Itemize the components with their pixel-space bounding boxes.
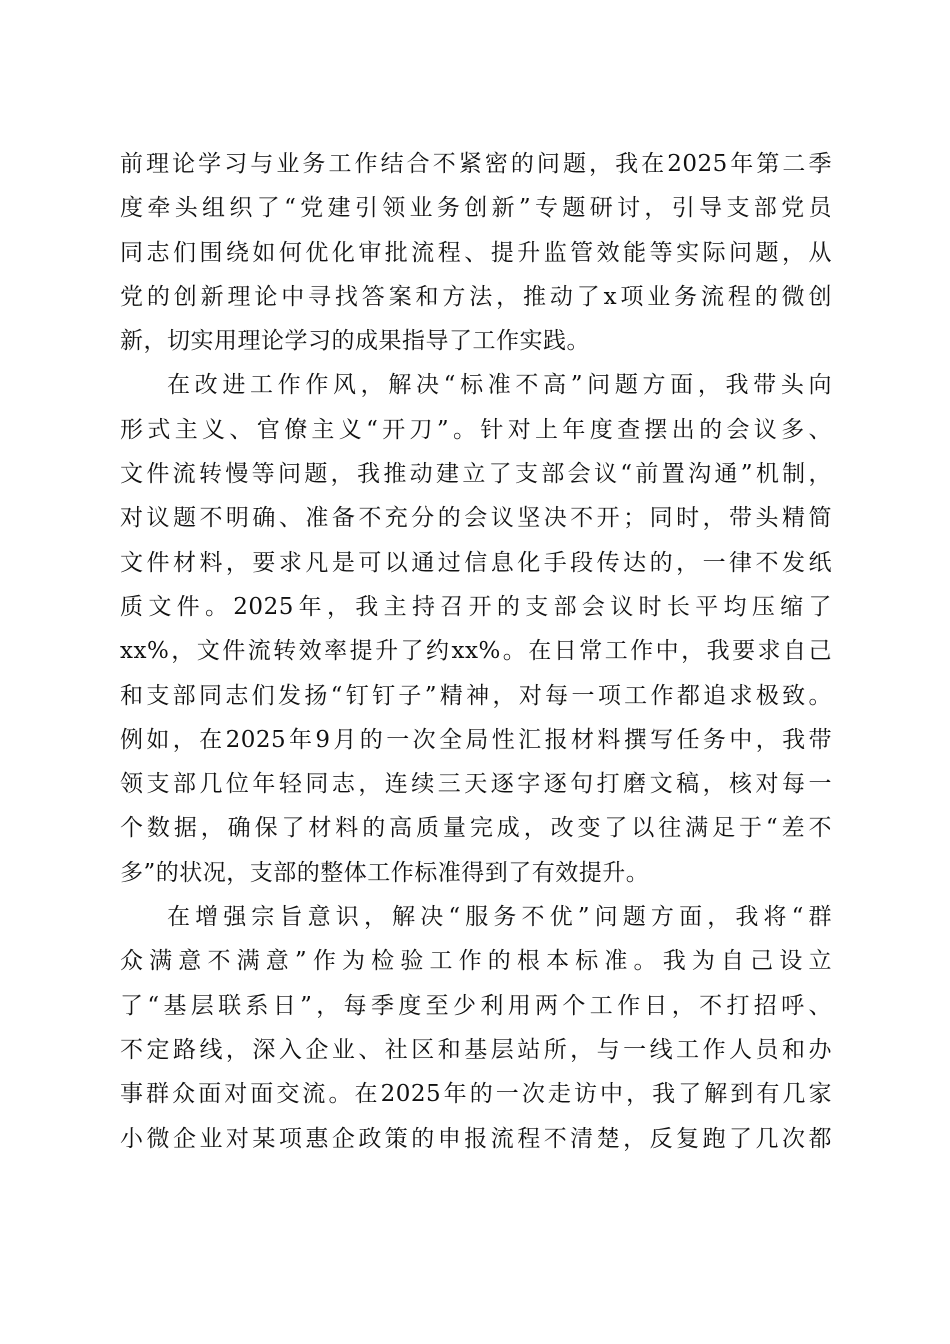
text-line: 个数据，确保了材料的高质量完成，改变了以往满足于“差不 xyxy=(120,815,832,842)
text-line: 形式主义、官僚主义“开刀”。针对上年度查摆出的会议多、 xyxy=(120,416,832,443)
text-line: 多”的状况，支部的整体工作标准得到了有效提升。 xyxy=(120,859,650,886)
text-line: 事群众面对面交流。在2025年的一次走访中，我了解到有几家 xyxy=(120,1081,832,1108)
text-line: 了“基层联系日”，每季度至少利用两个工作日，不打招呼、 xyxy=(120,992,832,1019)
text-line: 同志们围绕如何优化审批流程、提升监管效能等实际问题，从 xyxy=(120,239,832,266)
text-line: 质文件。2025年，我主持召开的支部会议时长平均压缩了 xyxy=(120,593,832,620)
text-line: 新，切实用理论学习的成果指导了工作实践。 xyxy=(120,328,590,355)
text-line: 和支部同志们发扬“钉钉子”精神，对每一项工作都追求极致。 xyxy=(120,682,832,709)
text-line: 党的创新理论中寻找答案和方法，推动了x项业务流程的微创 xyxy=(120,283,832,310)
text-line: 度牵头组织了“党建引领业务创新”专题研讨，引导支部党员 xyxy=(120,195,832,222)
text-line: 文件材料，要求凡是可以通过信息化手段传达的，一律不发纸 xyxy=(120,549,832,576)
text-line: 小微企业对某项惠企政策的申报流程不清楚，反复跑了几次都 xyxy=(120,1125,832,1152)
text-line: 众满意不满意”作为检验工作的根本标准。我为自己设立 xyxy=(120,948,832,975)
text-line: xx%，文件流转效率提升了约xx%。在日常工作中，我要求自己 xyxy=(120,638,832,665)
document-body xyxy=(120,142,832,1161)
text-line: 对议题不明确、准备不充分的会议坚决不开；同时，带头精简 xyxy=(120,505,832,532)
paragraph-start-line: 在改进工作作风，解决“标准不高”问题方面，我带头向 xyxy=(167,372,832,399)
text-line: 文件流转慢等问题，我推动建立了支部会议“前置沟通”机制， xyxy=(120,461,832,488)
text-line: 前理论学习与业务工作结合不紧密的问题，我在2025年第二季 xyxy=(120,151,832,177)
paragraph-start-line: 在增强宗旨意识，解决“服务不优”问题方面，我将“群 xyxy=(167,904,832,931)
text-line: 例如，在2025年9月的一次全局性汇报材料撰写任务中，我带 xyxy=(120,726,832,753)
text-line: 不定路线，深入企业、社区和基层站所，与一线工作人员和办 xyxy=(120,1036,832,1063)
text-line: 领支部几位年轻同志，连续三天逐字逐句打磨文稿，核对每一 xyxy=(120,771,832,798)
